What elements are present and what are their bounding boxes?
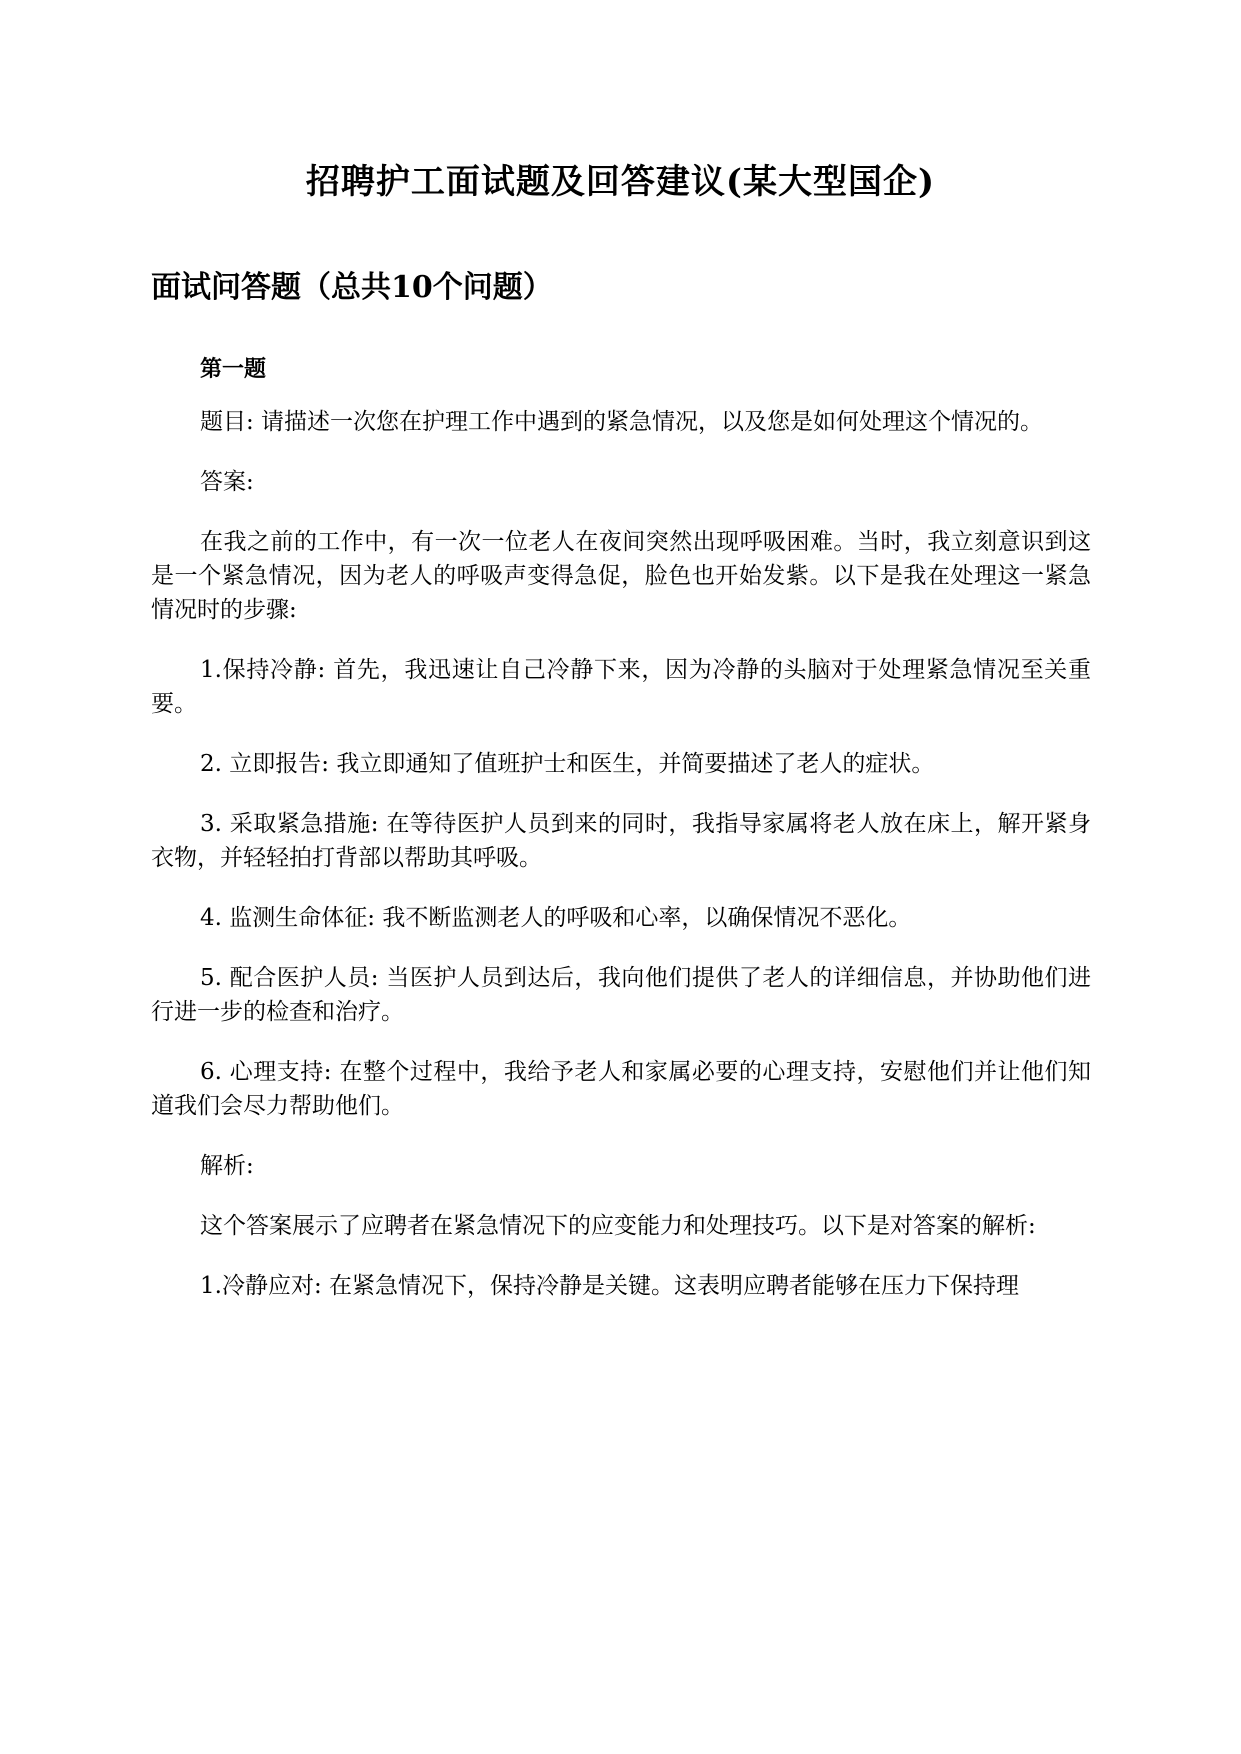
- document-body: [151, 405, 1091, 1329]
- answer-step-5: 5. 配合医护人员: 当医护人员到达后，我向他们提供了老人的详细信息，并协助他们进行进一步的检查和治疗。: [151, 965, 1091, 1025]
- question-text: 题目: 请描述一次您在护理工作中遇到的紧急情况，以及您是如何处理这个情况的。: [200, 409, 1044, 435]
- analysis-label: 解析:: [200, 1153, 254, 1179]
- answer-step-2: 2. 立即报告: 我立即通知了值班护士和医生，并简要描述了老人的症状。: [200, 751, 935, 777]
- answer-step-3: 3. 采取紧急措施: 在等待医护人员到来的同时，我指导家属将老人放在床上，解开紧身衣物，并轻轻拍打背部以帮助其呼吸。: [151, 811, 1091, 871]
- answer-step-1: 1.保持冷静: 首先，我迅速让自己冷静下来，因为冷静的头脑对于处理紧急情况至关重要。: [151, 657, 1091, 717]
- document-title: 招聘护工面试题及回答建议(某大型国企): [305, 162, 936, 202]
- section-heading: 面试问答题（总共10个问题）: [151, 270, 553, 305]
- answer-step-6: 6. 心理支持: 在整个过程中，我给予老人和家属必要的心理支持，安慰他们并让他们知道我们会尽力帮助他们。: [151, 1059, 1091, 1119]
- question-label: 第一题: [200, 356, 267, 382]
- answer-intro: 在我之前的工作中，有一次一位老人在夜间突然出现呼吸困难。当时，我立刻意识到这是一个紧急情况，因为老人的呼吸声变得急促，脸色也开始发紫。以下是我在处理这一紧急情况时的步骤:: [151, 529, 1091, 623]
- analysis-intro: 这个答案展示了应聘者在紧急情况下的应变能力和处理技巧。以下是对答案的解析:: [200, 1213, 1036, 1239]
- answer-step-4: 4. 监测生命体征: 我不断监测老人的呼吸和心率，以确保情况不恶化。: [200, 905, 912, 931]
- analysis-point-1: 1.冷静应对: 在紧急情况下，保持冷静是关键。这表明应聘者能够在压力下保持理: [200, 1273, 1020, 1299]
- answer-label: 答案:: [200, 469, 254, 495]
